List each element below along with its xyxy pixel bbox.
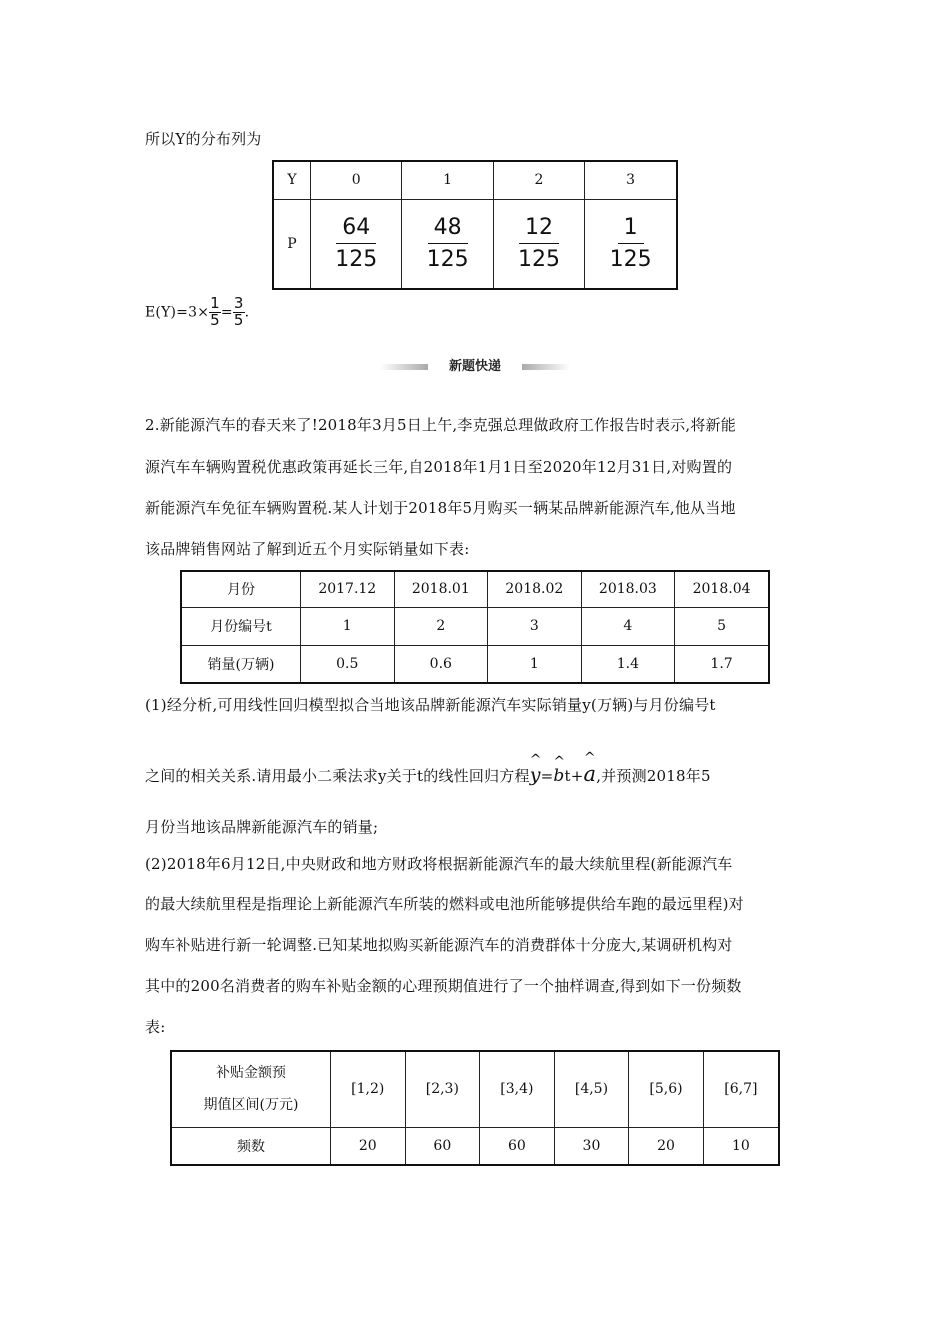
table-cell-label bbox=[171, 1051, 331, 1127]
probability-fraction bbox=[512, 215, 566, 273]
problem-text: 源汽车车辆购置税优惠政策再延长三年,自2018年1月1日至2020年12月31日,对购置的 bbox=[145, 458, 733, 476]
table-cell-label: 频数 bbox=[171, 1127, 331, 1165]
table-cell: 0.5 bbox=[301, 645, 395, 683]
expectation-equals: = bbox=[220, 304, 233, 321]
y-hat-symbol: ^ y bbox=[530, 764, 541, 786]
probability-fraction bbox=[604, 215, 658, 273]
banner-label: 新题快递 bbox=[428, 357, 522, 377]
part2-text: 的最大续航里程是指理论上新能源汽车所装的燃料或电池所能够提供给车跑的最远里程)对 bbox=[145, 895, 744, 913]
problem-text: 2.新能源汽车的春天来了!2018年3月5日上午,李克强总理做政府工作报告时表示,将新能 bbox=[145, 416, 736, 434]
expectation-suffix: . bbox=[244, 304, 250, 321]
section-banner bbox=[380, 357, 570, 377]
t-plus: t+ bbox=[564, 767, 584, 785]
problem-text: 该品牌销售网站了解到近五个月实际销量如下表: bbox=[145, 540, 470, 558]
table-row bbox=[181, 645, 769, 683]
table-cell: 2018.01 bbox=[394, 571, 488, 607]
table-cell-probability bbox=[585, 199, 677, 289]
problem-text: 新能源汽车免征车辆购置税.某人计划于2018年5月购买一辆某品牌新能源汽车,他从当地 bbox=[145, 499, 736, 517]
part2-text: 表: bbox=[145, 1018, 166, 1036]
fraction-denominator: 5 bbox=[210, 310, 220, 329]
fraction-numerator: 1 bbox=[210, 294, 220, 312]
probability-fraction bbox=[329, 215, 383, 273]
table-cell: 2018.02 bbox=[488, 571, 582, 607]
fraction-denominator: 125 bbox=[426, 247, 469, 273]
table-cell-interval: [6,7] bbox=[703, 1051, 779, 1127]
equals-sign: = bbox=[540, 767, 554, 785]
table-row bbox=[181, 607, 769, 645]
table-cell-interval: [4,5) bbox=[554, 1051, 629, 1127]
part2-text: 购车补贴进行新一轮调整.已知某地拟购买新能源汽车的消费群体十分庞大,某调研机构对 bbox=[145, 936, 733, 954]
expectation-fraction bbox=[233, 296, 245, 329]
label-line: 补贴金额预 bbox=[216, 1065, 286, 1082]
table-cell-probability bbox=[311, 199, 402, 289]
fraction-numerator: 64 bbox=[336, 215, 376, 244]
table-cell: 20 bbox=[629, 1127, 704, 1165]
table-cell: 60 bbox=[480, 1127, 555, 1165]
part1-text: 之间的相关关系.请用最小二乘法求y关于t的线性回归方程 bbox=[145, 767, 530, 785]
table-cell-label: 销量(万辆) bbox=[181, 645, 301, 683]
sales-table bbox=[180, 570, 770, 684]
table-cell-probability bbox=[402, 199, 493, 289]
part1-text: 月份当地该品牌新能源汽车的销量; bbox=[145, 818, 379, 836]
intro-line: 所以Y的分布列为 bbox=[145, 130, 262, 148]
table-row bbox=[171, 1127, 779, 1165]
table-cell: 20 bbox=[331, 1127, 406, 1165]
part1-equation-line bbox=[145, 762, 711, 786]
fraction-denominator: 5 bbox=[233, 310, 244, 329]
fraction-denominator: 125 bbox=[335, 247, 378, 273]
expectation-prefix: E(Y)=3× bbox=[145, 304, 210, 321]
table-cell-value: 1 bbox=[402, 161, 493, 199]
fraction-denominator: 125 bbox=[518, 247, 561, 273]
label-line: 期值区间(万元) bbox=[203, 1097, 299, 1114]
table-row bbox=[273, 161, 677, 199]
table-cell: 1 bbox=[301, 607, 395, 645]
distribution-table bbox=[272, 160, 678, 290]
part1-text: (1)经分析,可用线性回归模型拟合当地该品牌新能源汽车实际销量y(万辆)与月份编号t bbox=[145, 696, 716, 714]
fraction-numerator: 3 bbox=[233, 294, 244, 312]
fraction-denominator: 125 bbox=[609, 247, 652, 273]
table-cell: 4 bbox=[581, 607, 675, 645]
probability-fraction bbox=[421, 215, 475, 273]
table-cell-value: 3 bbox=[585, 161, 677, 199]
table-cell-value: 0 bbox=[311, 161, 402, 199]
fraction-numerator: 12 bbox=[519, 215, 559, 244]
expectation-formula bbox=[145, 296, 249, 329]
table-cell: 2018.04 bbox=[675, 571, 769, 607]
table-cell-probability bbox=[493, 199, 584, 289]
table-cell: 1.4 bbox=[581, 645, 675, 683]
fraction-numerator: 48 bbox=[428, 215, 468, 244]
table-cell: 10 bbox=[703, 1127, 779, 1165]
a-hat-symbol: ^ a bbox=[584, 762, 597, 786]
part1-text: ,并预测2018年5 bbox=[596, 767, 711, 785]
table-cell-label: 月份 bbox=[181, 571, 301, 607]
table-cell: 1 bbox=[488, 645, 582, 683]
table-cell-interval: [5,6) bbox=[629, 1051, 704, 1127]
expectation-fraction bbox=[209, 296, 221, 329]
table-cell-interval: [2,3) bbox=[405, 1051, 480, 1127]
table-cell: 5 bbox=[675, 607, 769, 645]
table-row bbox=[273, 199, 677, 289]
table-cell-label: 月份编号t bbox=[181, 607, 301, 645]
part2-text: (2)2018年6月12日,中央财政和地方财政将根据新能源汽车的最大续航里程(新能源汽车 bbox=[145, 855, 733, 873]
fraction-numerator: 1 bbox=[618, 215, 644, 244]
table-cell-interval: [3,4) bbox=[480, 1051, 555, 1127]
table-row bbox=[181, 571, 769, 607]
table-cell-header-label: Y bbox=[273, 161, 311, 199]
b-hat-symbol: ^ b bbox=[553, 766, 564, 786]
table-cell: 60 bbox=[405, 1127, 480, 1165]
table-cell: 30 bbox=[554, 1127, 629, 1165]
table-cell-row-label: P bbox=[273, 199, 311, 289]
table-cell-value: 2 bbox=[493, 161, 584, 199]
table-row bbox=[171, 1051, 779, 1127]
part2-text: 其中的200名消费者的购车补贴金额的心理预期值进行了一个抽样调查,得到如下一份频数 bbox=[145, 977, 742, 995]
table-cell: 2 bbox=[394, 607, 488, 645]
frequency-table bbox=[170, 1050, 780, 1166]
table-cell: 2018.03 bbox=[581, 571, 675, 607]
table-cell: 1.7 bbox=[675, 645, 769, 683]
table-cell: 3 bbox=[488, 607, 582, 645]
table-cell: 0.6 bbox=[394, 645, 488, 683]
table-cell-interval: [1,2) bbox=[331, 1051, 406, 1127]
table-cell: 2017.12 bbox=[301, 571, 395, 607]
